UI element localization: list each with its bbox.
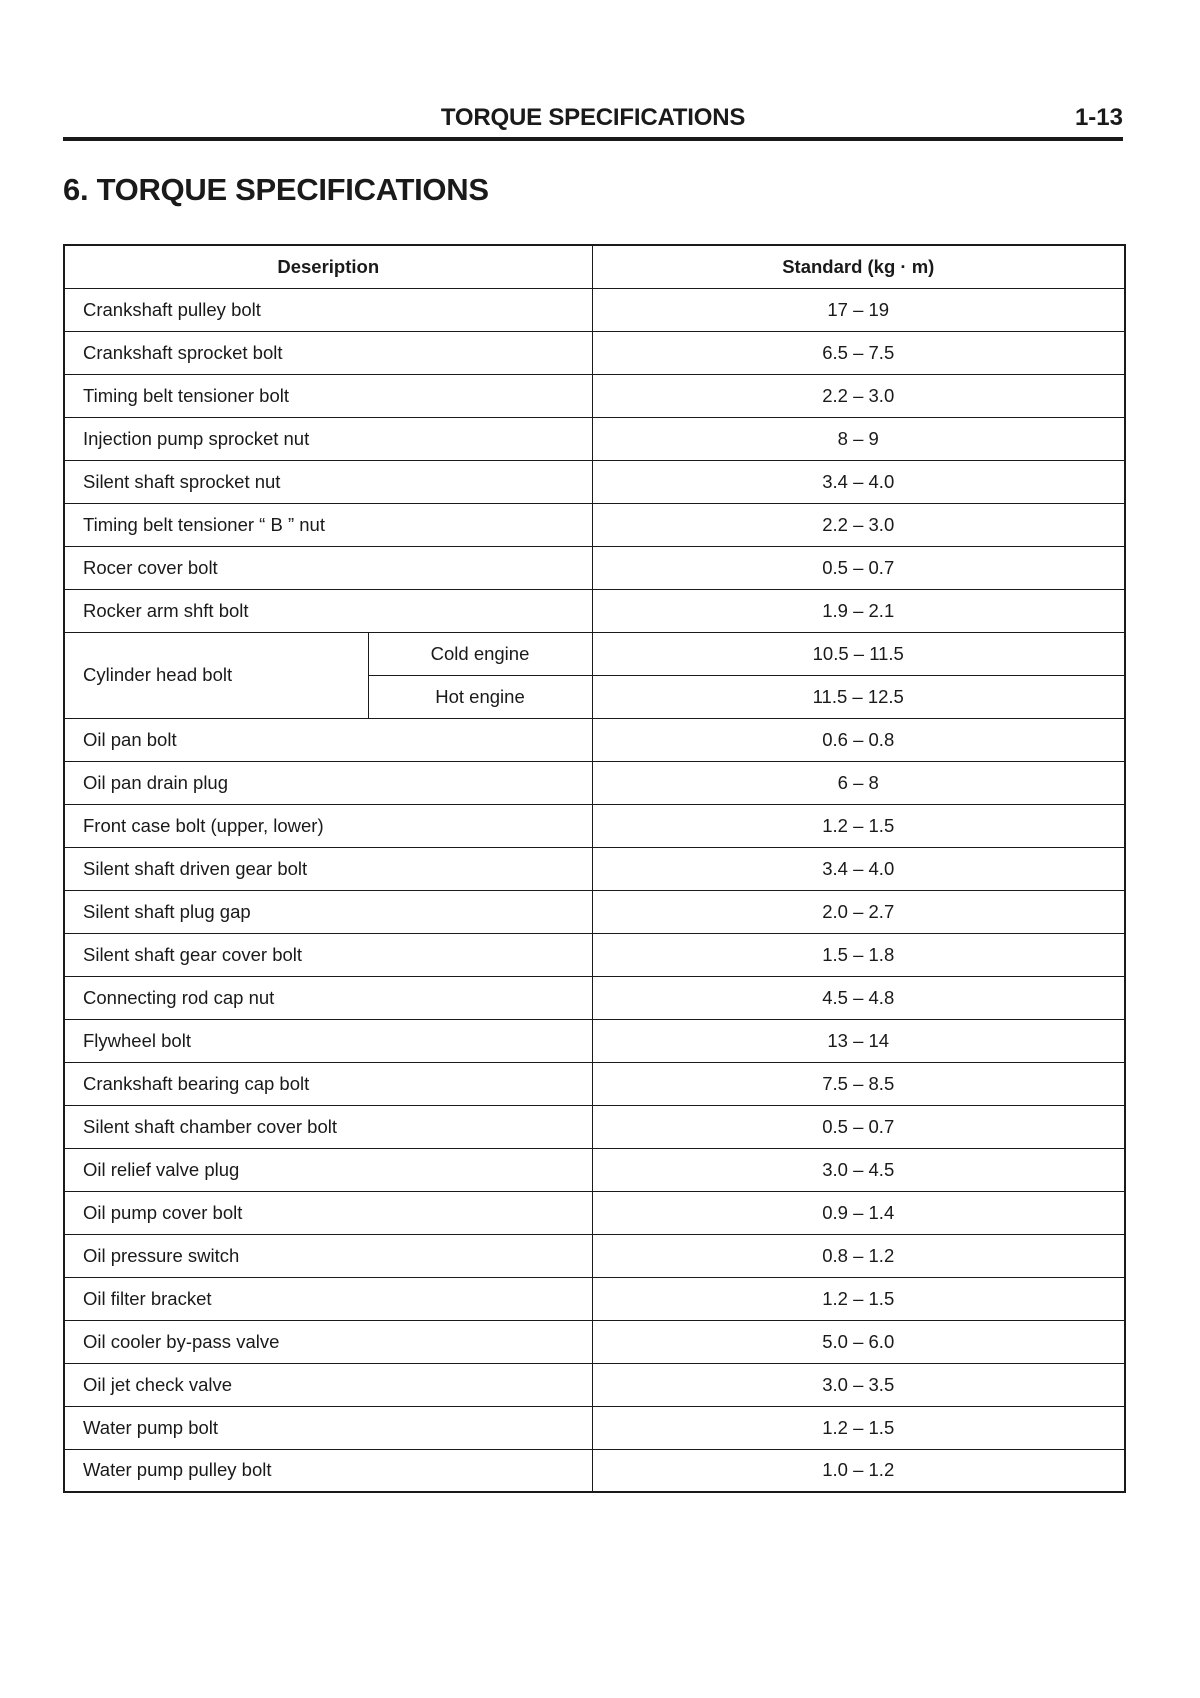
row-description: Injection pump sprocket nut — [64, 417, 592, 460]
row-value: 5.0 – 6.0 — [592, 1320, 1125, 1363]
row-description: Silent shaft driven gear bolt — [64, 847, 592, 890]
table-row — [64, 1191, 1125, 1234]
row-description: Timing belt tensioner bolt — [64, 374, 592, 417]
row-description: Silent shaft gear cover bolt — [64, 933, 592, 976]
row-value: 1.0 – 1.2 — [592, 1449, 1125, 1492]
row-value: 3.4 – 4.0 — [592, 460, 1125, 503]
row-value: 2.2 – 3.0 — [592, 374, 1125, 417]
cylinder-head-group — [64, 632, 1125, 718]
table-row — [64, 1105, 1125, 1148]
table-row — [64, 761, 1125, 804]
row-description: Crankshaft sprocket bolt — [64, 331, 592, 374]
table-row — [64, 460, 1125, 503]
row-value: 3.0 – 4.5 — [592, 1148, 1125, 1191]
row-value: 0.6 – 0.8 — [592, 718, 1125, 761]
table-row — [64, 1062, 1125, 1105]
row-description: Silent shaft chamber cover bolt — [64, 1105, 592, 1148]
table-row — [64, 890, 1125, 933]
table-row — [64, 417, 1125, 460]
row-description: Oil cooler by-pass valve — [64, 1320, 592, 1363]
row-description: Crankshaft bearing cap bolt — [64, 1062, 592, 1105]
row-description: Oil pump cover bolt — [64, 1191, 592, 1234]
table-row — [64, 589, 1125, 632]
row-value: 1.9 – 2.1 — [592, 589, 1125, 632]
table-row — [64, 1406, 1125, 1449]
table-row — [64, 1363, 1125, 1406]
table-row — [64, 288, 1125, 331]
row-value: 11.5 – 12.5 — [592, 675, 1125, 718]
section-title: 6. TORQUE SPECIFICATIONS — [63, 172, 489, 207]
row-value: 7.5 – 8.5 — [592, 1062, 1125, 1105]
table-row — [64, 1277, 1125, 1320]
table-row — [64, 331, 1125, 374]
row-description: Oil pressure switch — [64, 1234, 592, 1277]
row-description: Crankshaft pulley bolt — [64, 288, 592, 331]
table-row — [64, 1234, 1125, 1277]
row-description: Oil pan drain plug — [64, 761, 592, 804]
row-description: Oil jet check valve — [64, 1363, 592, 1406]
row-value: 0.8 – 1.2 — [592, 1234, 1125, 1277]
table-row — [64, 1148, 1125, 1191]
table-row — [64, 1019, 1125, 1062]
row-description: Oil relief valve plug — [64, 1148, 592, 1191]
row-value: 1.2 – 1.5 — [592, 804, 1125, 847]
row-value: 0.5 – 0.7 — [592, 546, 1125, 589]
row-condition: Cold engine — [368, 632, 592, 675]
table-row — [64, 632, 1125, 675]
row-description: Silent shaft plug gap — [64, 890, 592, 933]
row-description: Front case bolt (upper, lower) — [64, 804, 592, 847]
row-value: 3.0 – 3.5 — [592, 1363, 1125, 1406]
row-value: 10.5 – 11.5 — [592, 632, 1125, 675]
row-description: Water pump pulley bolt — [64, 1449, 592, 1492]
row-condition: Hot engine — [368, 675, 592, 718]
row-description: Flywheel bolt — [64, 1019, 592, 1062]
table-body-top — [64, 288, 1125, 632]
torque-spec-table — [63, 244, 1126, 1493]
table-row — [64, 374, 1125, 417]
table-row — [64, 1320, 1125, 1363]
table-row — [64, 1449, 1125, 1492]
header-rule — [63, 137, 1123, 141]
row-description: Rocer cover bolt — [64, 546, 592, 589]
row-description: Connecting rod cap nut — [64, 976, 592, 1019]
row-value: 1.5 – 1.8 — [592, 933, 1125, 976]
column-header-description: Deseription — [64, 245, 592, 288]
row-description: Timing belt tensioner “ B ” nut — [64, 503, 592, 546]
column-header-standard: Standard (kg · m) — [592, 245, 1125, 288]
row-value: 6 – 8 — [592, 761, 1125, 804]
table-row — [64, 546, 1125, 589]
row-description: Rocker arm shft bolt — [64, 589, 592, 632]
row-description: Oil pan bolt — [64, 718, 592, 761]
row-value: 2.0 – 2.7 — [592, 890, 1125, 933]
row-description: Silent shaft sprocket nut — [64, 460, 592, 503]
row-value: 0.9 – 1.4 — [592, 1191, 1125, 1234]
table-header-row — [64, 245, 1125, 288]
row-description: Water pump bolt — [64, 1406, 592, 1449]
page-header — [63, 100, 1123, 134]
header-title: TORQUE SPECIFICATIONS — [440, 104, 746, 131]
row-value: 17 – 19 — [592, 288, 1125, 331]
row-description: Oil filter bracket — [64, 1277, 592, 1320]
row-value: 3.4 – 4.0 — [592, 847, 1125, 890]
row-value: 0.5 – 0.7 — [592, 1105, 1125, 1148]
row-value: 8 – 9 — [592, 417, 1125, 460]
table-row — [64, 718, 1125, 761]
table-body-bottom — [64, 718, 1125, 1492]
row-value: 6.5 – 7.5 — [592, 331, 1125, 374]
table-row — [64, 847, 1125, 890]
table-row — [64, 503, 1125, 546]
page-number: 1-13 — [1074, 104, 1123, 131]
table-row — [64, 933, 1125, 976]
row-description: Cylinder head bolt — [64, 632, 368, 718]
table-row — [64, 976, 1125, 1019]
row-value: 1.2 – 1.5 — [592, 1406, 1125, 1449]
row-value: 4.5 – 4.8 — [592, 976, 1125, 1019]
table-row — [64, 804, 1125, 847]
row-value: 1.2 – 1.5 — [592, 1277, 1125, 1320]
row-value: 13 – 14 — [592, 1019, 1125, 1062]
row-value: 2.2 – 3.0 — [592, 503, 1125, 546]
